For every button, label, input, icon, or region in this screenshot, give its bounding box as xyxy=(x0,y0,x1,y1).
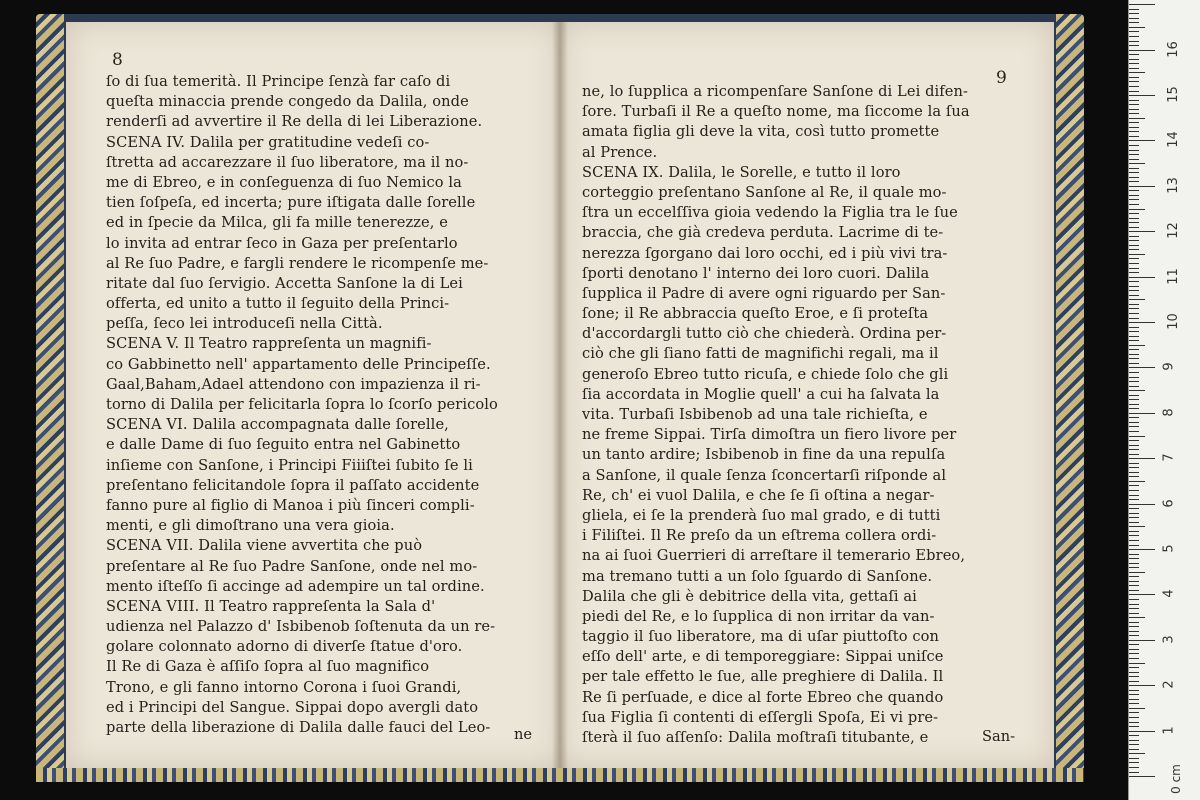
text-line: e dalle Dame di ſuo ſeguito entra nel Gabinetto xyxy=(106,436,461,454)
right-page xyxy=(560,22,1054,768)
ruler-tick xyxy=(1129,708,1145,709)
ruler-tick xyxy=(1129,672,1139,673)
ruler-label: 7 xyxy=(1161,453,1177,462)
ruler-tick xyxy=(1129,617,1145,618)
ruler-tick xyxy=(1129,131,1139,132)
ruler-tick xyxy=(1129,340,1139,341)
page-text xyxy=(582,82,1034,748)
text-line: renderſi ad avvertire il Re della di lei Liberazione. xyxy=(106,113,483,131)
ruler-tick xyxy=(1129,322,1155,323)
ruler-tick xyxy=(1129,36,1139,37)
ruler-tick xyxy=(1129,86,1139,87)
ruler-tick xyxy=(1129,159,1139,160)
ruler-tick xyxy=(1129,363,1139,364)
ruler-tick xyxy=(1129,263,1139,264)
ruler-tick xyxy=(1129,367,1155,368)
ruler-tick xyxy=(1129,726,1139,727)
ruler-tick xyxy=(1129,150,1139,151)
ruler-tick xyxy=(1129,313,1139,314)
ruler-tick xyxy=(1129,236,1139,237)
ruler-tick xyxy=(1129,4,1155,5)
ruler-tick xyxy=(1129,331,1139,332)
ruler-tick xyxy=(1129,762,1139,763)
book-gutter xyxy=(552,22,568,768)
text-line: un tanto ardire; Isbibenob in fine da una repulſa xyxy=(582,446,946,464)
ruler-label: 13 xyxy=(1165,177,1181,194)
ruler-tick xyxy=(1129,626,1139,627)
ruler-tick xyxy=(1129,599,1139,600)
text-line: me di Ebreo, e in conſeguenza di ſuo Nemico la xyxy=(106,173,462,191)
text-line: torno di Dalila per felicitarla ſopra lo ſcorſo pericolo xyxy=(106,396,498,413)
ruler-tick xyxy=(1129,308,1139,309)
text-line: lo invita ad entrar ſeco in Gaza per preſentarlo xyxy=(106,234,458,252)
text-line: SCENA IV. Dalila per gratitudine vedeſi co- xyxy=(106,133,430,151)
ruler-tick xyxy=(1129,245,1139,246)
ruler-tick xyxy=(1129,731,1155,732)
text-line: ne freme Sippai. Tirſa dimoſtra un fiero livore per xyxy=(582,426,957,444)
text-line: i Filiſtei. Il Re preſo da un eſtrema collera ordi- xyxy=(582,527,937,545)
ruler-tick xyxy=(1129,481,1145,482)
ruler-tick xyxy=(1129,513,1139,514)
ruler-tick xyxy=(1129,127,1139,128)
ruler-tick xyxy=(1129,440,1139,441)
ruler-tick xyxy=(1129,436,1145,437)
catchword: San- xyxy=(982,728,1016,745)
ruler-tick xyxy=(1129,81,1139,82)
ruler-label: 8 xyxy=(1161,408,1177,417)
ruler-tick xyxy=(1129,717,1139,718)
text-line: ſtretta ad accarezzare il ſuo liberatore, ma il no- xyxy=(106,153,469,171)
ruler-tick xyxy=(1129,454,1139,455)
ruler-label: 15 xyxy=(1165,86,1181,103)
ruler-tick xyxy=(1129,163,1145,164)
ruler-tick xyxy=(1129,644,1139,645)
ruler-tick xyxy=(1129,277,1155,278)
ruler-label: 10 xyxy=(1165,313,1181,330)
ruler-label: 11 xyxy=(1165,267,1181,285)
text-line: ſtra un eccelſſiva gioia vedendo la Figlia tra le ſue xyxy=(582,204,958,222)
ruler-tick xyxy=(1129,109,1139,110)
ruler-tick xyxy=(1129,685,1155,686)
ruler-tick xyxy=(1129,622,1139,623)
text-line: queſta minaccia prende congedo da Dalila, onde xyxy=(106,93,469,111)
text-line: offerta, ed unito a tutto il ſeguito della Princi- xyxy=(106,295,450,313)
ruler-label: 6 xyxy=(1161,498,1177,508)
ruler-tick xyxy=(1129,408,1139,409)
ruler-tick xyxy=(1129,458,1155,459)
ruler-tick xyxy=(1129,304,1139,305)
text-line: SCENA IX. Dalila, le Sorelle, e tutto il loro xyxy=(582,163,901,181)
text-line: braccia, che già credeva perduta. Lacrime di te- xyxy=(582,224,944,242)
ruler-tick xyxy=(1129,290,1139,291)
ruler-tick xyxy=(1129,213,1139,214)
text-line: Trono, e gli fanno intorno Corona i ſuoi Grandi, xyxy=(106,678,462,696)
text-line: SCENA VII. Dalila viene avvertita che può xyxy=(106,537,423,555)
ruler-tick xyxy=(1129,177,1139,178)
text-line: co Gabbinetto nell' appartamento delle Principeſſe. xyxy=(106,355,491,373)
ruler-tick xyxy=(1129,585,1139,586)
ruler-label: 4 xyxy=(1161,589,1177,599)
ruler-label: 12 xyxy=(1165,222,1181,239)
ruler-tick xyxy=(1129,209,1145,210)
page-number: 8 xyxy=(112,50,123,70)
ruler-tick xyxy=(1129,41,1139,42)
ruler-tick xyxy=(1129,549,1155,550)
ruler-tick xyxy=(1129,690,1139,691)
text-line: ſterà il ſuo aſſenſo: Dalila moſtraſi titubante, e xyxy=(582,729,929,746)
text-line: preſentano felicitandole ſopra il paſſato accidente xyxy=(106,476,480,494)
ruler-tick xyxy=(1129,227,1139,228)
ruler-tick xyxy=(1129,104,1139,105)
text-line: SCENA VIII. Il Teatro rappreſenta la Sala d' xyxy=(106,597,436,615)
text-line: Re ſi perſuade, e dice al forte Ebreo che quando xyxy=(582,688,944,706)
text-line: taggio il ſuo liberatore, ma di uſar piuttoſto con xyxy=(582,628,939,646)
ruler-tick xyxy=(1129,272,1139,273)
ruler-tick xyxy=(1129,222,1139,223)
ruler-tick xyxy=(1129,190,1139,191)
cover-edge-bottom xyxy=(36,768,1084,782)
ruler-tick xyxy=(1129,694,1139,695)
text-line: Gaal,Baham,Adael attendono con impazienza il ri- xyxy=(106,375,481,393)
left-page xyxy=(66,22,560,768)
ruler-tick xyxy=(1129,390,1145,391)
text-line: ſo di ſua temerità. Il Principe ſenzà far caſo di xyxy=(106,73,451,90)
ruler-tick xyxy=(1129,613,1139,614)
text-line: al Re ſuo Padre, e fargli rendere le ricompenſe me- xyxy=(106,254,489,272)
ruler-tick xyxy=(1129,286,1139,287)
ruler-tick xyxy=(1129,27,1145,28)
ruler-tick xyxy=(1129,336,1139,337)
catchword: ne xyxy=(514,726,533,743)
ruler-tick xyxy=(1129,122,1139,123)
ruler-tick xyxy=(1129,531,1139,532)
ruler-tick xyxy=(1129,540,1139,541)
cover-edge-left xyxy=(36,14,64,782)
ruler-tick xyxy=(1129,735,1139,736)
ruler-tick xyxy=(1129,604,1139,605)
text-line: ſia accordata in Moglie quell' a cui ha ſalvata la xyxy=(582,385,940,403)
text-line: mento iſteſſo ſi accinge ad adempire un tal ordine. xyxy=(106,577,485,595)
text-line: Dalila che gli è debitrice della vita, gettaſi ai xyxy=(582,587,917,605)
ruler-tick xyxy=(1129,354,1139,355)
ruler-tick xyxy=(1129,681,1139,682)
text-line: ſua Figlia ſi contenti di eſſergli Spoſa, Ei vi pre- xyxy=(582,708,939,726)
ruler-tick xyxy=(1129,318,1139,319)
ruler-label: 1 xyxy=(1161,725,1177,735)
ruler-tick xyxy=(1129,13,1139,14)
ruler-tick xyxy=(1129,649,1139,650)
ruler-tick xyxy=(1129,404,1139,405)
measuring-ruler xyxy=(1128,0,1200,800)
ruler-tick xyxy=(1129,758,1139,759)
page-text xyxy=(106,72,546,738)
text-line: parte della liberazione di Dalila dalle fauci del Leo- xyxy=(106,719,491,736)
ruler-tick xyxy=(1129,581,1139,582)
text-line: SCENA VI. Dalila accompagnata dalle ſorelle, xyxy=(106,416,449,434)
text-line: menti, e gli dimoſtrano una vera gioia. xyxy=(106,517,395,535)
text-line: SCENA V. Il Teatro rappreſenta un magnifi- xyxy=(106,335,432,353)
ruler-tick xyxy=(1129,772,1139,773)
text-line: ſore. Turbaſi il Re a queſto nome, ma ſiccome la ſua xyxy=(582,103,970,121)
ruler-tick xyxy=(1129,299,1145,300)
ruler-tick xyxy=(1129,358,1139,359)
ruler-tick xyxy=(1129,281,1139,282)
ruler-tick xyxy=(1129,472,1139,473)
text-line: Il Re di Gaza è aſſiſo ſopra al ſuo magnifico xyxy=(106,658,430,676)
text-line: inſieme con Sanſone, i Principi Fiiiſtei ſubito ſe li xyxy=(106,456,473,474)
ruler-tick xyxy=(1129,476,1139,477)
text-line: fanno pure al figlio di Manoa i più ſinceri compli- xyxy=(106,496,475,514)
ruler-tick xyxy=(1129,118,1145,119)
ruler-tick xyxy=(1129,413,1155,414)
ruler-tick xyxy=(1129,136,1139,137)
ruler-label: 3 xyxy=(1161,635,1177,644)
text-line: ciò che gli ſiano fatti de magnifichi regali, ma il xyxy=(582,345,939,363)
ruler-tick xyxy=(1129,640,1155,641)
text-line: vita. Turbaſi Isbibenob ad una tale richieſta, e xyxy=(582,406,928,423)
text-line: preſentare al Re ſuo Padre Sanſone, onde nel mo- xyxy=(106,557,478,575)
ruler-tick xyxy=(1129,467,1139,468)
ruler-tick xyxy=(1129,22,1139,23)
ruler-tick xyxy=(1129,345,1145,346)
text-line: nerezza ſgorgano dai loro occhi, ed i più vivi tra- xyxy=(582,244,948,262)
text-line: ſone; il Re abbraccia queſto Eroe, e ſi proteſta xyxy=(582,305,929,323)
text-line: amata figlia gli deve la vita, così tutto promette xyxy=(582,123,940,141)
text-line: ed i Principi del Sangue. Sippai dopo avergli dato xyxy=(106,698,479,716)
ruler-unit-label: 0 cm xyxy=(1168,764,1183,794)
ruler-tick xyxy=(1129,59,1139,60)
ruler-tick xyxy=(1129,776,1155,777)
ruler-tick xyxy=(1129,417,1139,418)
ruler-tick xyxy=(1129,658,1139,659)
ruler-tick xyxy=(1129,54,1139,55)
ruler-tick xyxy=(1129,576,1139,577)
ruler-tick xyxy=(1129,749,1139,750)
ruler-tick xyxy=(1129,554,1139,555)
ruler-tick xyxy=(1129,490,1139,491)
ruler-tick xyxy=(1129,485,1139,486)
ruler-tick xyxy=(1129,499,1139,500)
ruler-tick xyxy=(1129,526,1145,527)
text-line: Re, ch' ei vuol Dalila, e che ſe ſi oſtina a negar- xyxy=(582,486,935,504)
text-line: ma tremano tutti a un ſolo ſguardo di Sanſone. xyxy=(582,567,933,585)
cover-edge-right xyxy=(1056,14,1084,782)
ruler-tick xyxy=(1129,218,1139,219)
ruler-tick xyxy=(1129,372,1139,373)
ruler-tick xyxy=(1129,445,1139,446)
ruler-tick xyxy=(1129,567,1139,568)
ruler-tick xyxy=(1129,268,1139,269)
text-line: na ai ſuoi Guerrieri di arreſtare il temerario Ebreo, xyxy=(582,547,966,565)
ruler-label: 14 xyxy=(1165,131,1181,149)
text-line: tien ſoſpeſa, ed incerta; pure iſtigata dalle ſorelle xyxy=(106,194,476,212)
ruler-tick xyxy=(1129,240,1139,241)
ruler-tick xyxy=(1129,535,1139,536)
ruler-tick xyxy=(1129,91,1139,92)
ruler-tick xyxy=(1129,563,1139,564)
ruler-tick xyxy=(1129,18,1139,19)
ruler-tick xyxy=(1129,431,1139,432)
text-line: per tale effetto le ſue, alle preghiere di Dalila. Il xyxy=(582,668,944,686)
ruler-tick xyxy=(1129,181,1139,182)
ruler-tick xyxy=(1129,254,1145,255)
ruler-label: 5 xyxy=(1161,544,1177,553)
ruler-tick xyxy=(1129,590,1139,591)
ruler-tick xyxy=(1129,168,1139,169)
ruler-tick xyxy=(1129,767,1139,768)
ruler-tick xyxy=(1129,608,1139,609)
ruler-tick xyxy=(1129,95,1155,96)
ruler-tick xyxy=(1129,349,1139,350)
text-line: ne, lo ſupplica a ricompenſare Sanſone di Lei difen- xyxy=(582,83,969,100)
ruler-tick xyxy=(1129,399,1139,400)
open-book xyxy=(36,14,1084,782)
ruler-tick xyxy=(1129,395,1139,396)
ruler-tick xyxy=(1129,631,1139,632)
ruler-tick xyxy=(1129,100,1139,101)
ruler-tick xyxy=(1129,68,1139,69)
ruler-tick xyxy=(1129,753,1145,754)
ruler-tick xyxy=(1129,594,1155,595)
ruler-tick xyxy=(1129,463,1139,464)
text-line: eſſo dell' arte, e di temporeggiare: Sippai uniſce xyxy=(582,648,944,666)
page-number: 9 xyxy=(996,68,1007,88)
ruler-tick xyxy=(1129,449,1139,450)
text-line: ed in ſpecie da Milca, gli fa mille tenerezze, e xyxy=(106,214,448,232)
ruler-tick xyxy=(1129,504,1155,505)
ruler-tick xyxy=(1129,50,1155,51)
ruler-tick xyxy=(1129,199,1139,200)
ruler-tick xyxy=(1129,517,1139,518)
text-line: gliela, ei ſe la prenderà ſuo mal grado, e di tutti xyxy=(582,506,941,524)
text-line: d'accordargli tutto ciò che chiederà. Ordina per- xyxy=(582,325,947,343)
ruler-tick xyxy=(1129,31,1139,32)
ruler-label: 9 xyxy=(1161,362,1177,372)
ruler-label: 16 xyxy=(1165,40,1181,58)
ruler-tick xyxy=(1129,327,1139,328)
text-line: golare colonnato adorno di diverſe ſtatue d'oro. xyxy=(106,638,463,656)
ruler-tick xyxy=(1129,545,1139,546)
ruler-tick xyxy=(1129,258,1139,259)
ruler-tick xyxy=(1129,63,1139,64)
ruler-tick xyxy=(1129,722,1139,723)
text-line: corteggio preſentano Sanſone al Re, il quale mo- xyxy=(582,183,947,201)
ruler-tick xyxy=(1129,377,1139,378)
ruler-tick xyxy=(1129,231,1155,232)
ruler-tick xyxy=(1129,186,1155,187)
ruler-tick xyxy=(1129,744,1139,745)
ruler-tick xyxy=(1129,635,1139,636)
ruler-tick xyxy=(1129,495,1139,496)
ruler-tick xyxy=(1129,699,1139,700)
text-line: ritate dal ſuo ſervigio. Accetta Sanſone la di Lei xyxy=(106,274,463,292)
ruler-tick xyxy=(1129,195,1139,196)
ruler-tick xyxy=(1129,140,1155,141)
ruler-tick xyxy=(1129,740,1139,741)
ruler-tick xyxy=(1129,9,1139,10)
ruler-tick xyxy=(1129,663,1145,664)
ruler-tick xyxy=(1129,77,1139,78)
ruler-tick xyxy=(1129,558,1139,559)
ruler-tick xyxy=(1129,508,1139,509)
ruler-tick xyxy=(1129,45,1139,46)
ruler-tick xyxy=(1129,249,1139,250)
ruler-tick xyxy=(1129,426,1139,427)
text-line: peſſa, ſeco lei introduceſi nella Città. xyxy=(106,315,383,333)
text-line: ſporti denotano l' interno dei loro cuori. Dalila xyxy=(582,264,930,282)
text-line: a Sanſone, il quale ſenza ſconcertarſi riſponde al xyxy=(582,466,947,484)
ruler-tick xyxy=(1129,522,1139,523)
text-line: al Prence. xyxy=(582,143,658,161)
text-line: generoſo Ebreo tutto ricuſa, e chiede ſolo che gli xyxy=(582,365,949,383)
ruler-label: 2 xyxy=(1161,680,1177,689)
text-line: ſupplica il Padre di avere ogni riguardo per San- xyxy=(582,284,946,302)
ruler-tick xyxy=(1129,172,1139,173)
ruler-tick xyxy=(1129,667,1139,668)
ruler-tick xyxy=(1129,653,1139,654)
ruler-tick xyxy=(1129,381,1139,382)
ruler-tick xyxy=(1129,422,1139,423)
ruler-tick xyxy=(1129,295,1139,296)
ruler-tick xyxy=(1129,703,1139,704)
text-line: piedi del Re, e lo ſupplica di non irritar da van- xyxy=(582,607,935,625)
ruler-tick xyxy=(1129,72,1145,73)
text-line: udienza nel Palazzo d' Isbibenob ſoſtenuta da un re- xyxy=(106,618,496,636)
ruler-tick xyxy=(1129,154,1139,155)
ruler-tick xyxy=(1129,572,1145,573)
ruler-tick xyxy=(1129,145,1139,146)
ruler-tick xyxy=(1129,204,1139,205)
ruler-tick xyxy=(1129,386,1139,387)
ruler-tick xyxy=(1129,676,1139,677)
ruler-tick xyxy=(1129,712,1139,713)
ruler-tick xyxy=(1129,113,1139,114)
